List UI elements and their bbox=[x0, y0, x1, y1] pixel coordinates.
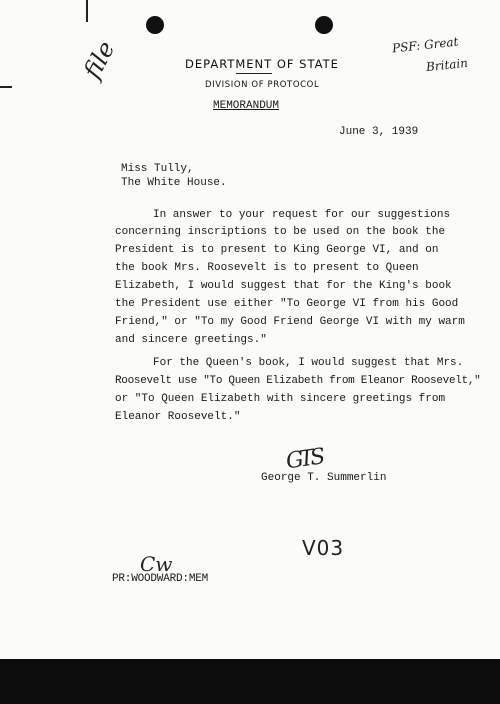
signature-name: George T. Summerlin bbox=[261, 472, 387, 484]
body-line: the President use either "To George VI from his Good bbox=[115, 298, 459, 310]
scan-mark-top bbox=[86, 0, 88, 22]
scan-bottom-edge bbox=[0, 659, 500, 704]
handwritten-signature-initials: GTS bbox=[284, 444, 323, 475]
scan-mark-left bbox=[0, 86, 12, 88]
body-line: and sincere greetings." bbox=[115, 334, 267, 346]
handwritten-psf-note-2: Britain bbox=[425, 55, 469, 75]
recipient-line-1: Miss Tully, bbox=[121, 163, 194, 175]
recipient-line-2: The White House. bbox=[121, 177, 227, 189]
handwritten-folder-code: V03 bbox=[302, 536, 345, 560]
body-line: Eleanor Roosevelt." bbox=[115, 411, 241, 423]
handwritten-ref-mark: Cw bbox=[140, 552, 173, 576]
handwritten-psf-note: PSF: Great bbox=[391, 34, 460, 56]
body-line: concerning inscriptions to be used on the book the bbox=[115, 226, 446, 238]
heading-divider bbox=[236, 73, 272, 74]
body-line: In answer to your request for our suggestions bbox=[153, 209, 451, 221]
body-line: or "To Queen Elizabeth with sincere greetings from bbox=[115, 393, 446, 405]
body-line: President is to present to King George VI, and on bbox=[115, 244, 439, 256]
punch-hole-right bbox=[315, 16, 333, 34]
division-heading: DIVISION OF PROTOCOL bbox=[205, 80, 320, 90]
reference-initials: PR:WOODWARD:MEM bbox=[112, 573, 209, 585]
memo-date: June 3, 1939 bbox=[339, 126, 419, 138]
body-line: Friend," or "To my Good Friend George VI with my warm bbox=[115, 316, 465, 328]
memorandum-label: MEMORANDUM bbox=[213, 100, 280, 112]
body-line: the book Mrs. Roosevelt is to present to Queen bbox=[115, 262, 419, 274]
handwritten-file-note: file bbox=[78, 36, 121, 84]
body-line: Elizabeth, I would suggest that for the King's book bbox=[115, 280, 452, 292]
punch-hole-left bbox=[146, 16, 164, 34]
body-line: For the Queen's book, I would suggest that Mrs. bbox=[153, 357, 464, 369]
department-heading: DEPARTMENT OF STATE bbox=[185, 57, 339, 71]
body-line: Roosevelt use "To Queen Elizabeth from Eleanor Roosevelt," bbox=[115, 375, 481, 387]
